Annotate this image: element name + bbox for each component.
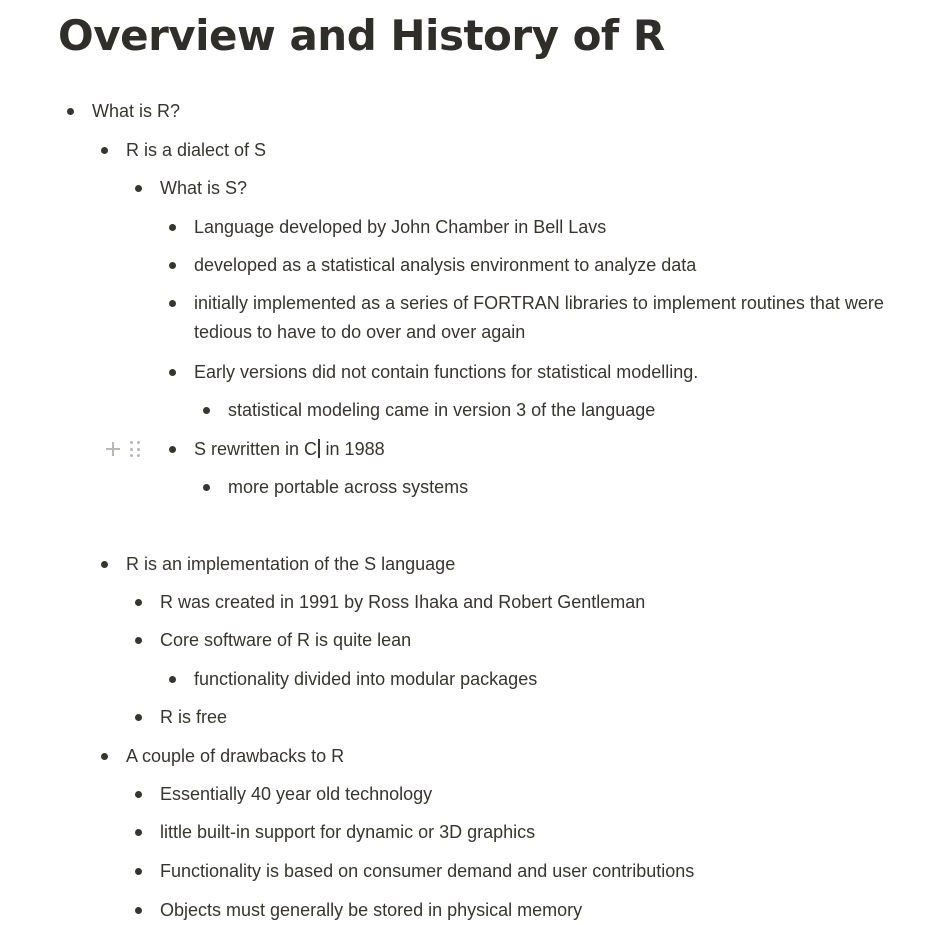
list-item-text[interactable]: A couple of drawbacks to R [126, 746, 345, 766]
list-item-text[interactable]: developed as a statistical analysis environment to analyze data [194, 255, 697, 275]
bullet-icon [101, 753, 108, 760]
bullet-icon [135, 791, 142, 798]
drag-handle-icon[interactable] [130, 441, 140, 457]
list-item[interactable] [126, 742, 912, 771]
list-item-text[interactable]: Language developed by John Chamber in Bell Lavs [194, 217, 607, 237]
bullet-icon [67, 108, 74, 115]
text-caret [318, 439, 320, 458]
bullet-icon [135, 599, 142, 606]
list-item[interactable] [126, 550, 912, 579]
bullet-icon [169, 369, 176, 376]
bullet-icon [169, 446, 176, 453]
bullet-icon [169, 300, 176, 307]
list-item[interactable] [160, 626, 912, 655]
list-item-text[interactable]: Early versions did not contain functions for statistical modelling. [194, 362, 699, 382]
bullet-icon [101, 147, 108, 154]
list-item-text[interactable]: Core software of R is quite lean [160, 630, 412, 650]
plus-icon[interactable] [106, 442, 120, 456]
bullet-icon [135, 185, 142, 192]
list-item-text[interactable]: What is S? [160, 178, 248, 198]
list-item-text-editing[interactable] [194, 435, 912, 464]
bullet-icon [169, 224, 176, 231]
list-item-text[interactable]: statistical modeling came in version 3 of the language [228, 400, 656, 420]
list-item-text[interactable]: Objects must generally be stored in physical memory [160, 900, 583, 920]
block-handle [106, 435, 140, 463]
list-item-text[interactable]: Functionality is based on consumer demand and user contributions [160, 861, 695, 881]
list-item-text[interactable]: more portable across systems [228, 477, 469, 497]
list-item[interactable] [92, 97, 912, 126]
list-item[interactable] [160, 896, 912, 925]
list-item[interactable] [160, 780, 912, 809]
list-item[interactable] [126, 136, 912, 165]
list-item-text[interactable]: R is an implementation of the S language [126, 554, 456, 574]
list-item-text[interactable]: Essentially 40 year old technology [160, 784, 433, 804]
bullet-icon [203, 407, 210, 414]
list-item[interactable] [194, 213, 912, 242]
list-item-text[interactable]: R was created in 1991 by Ross Ihaka and Robert Gentleman [160, 592, 646, 612]
list-item-focused[interactable] [194, 435, 912, 464]
list-item-text[interactable]: little built-in support for dynamic or 3D graphics [160, 822, 536, 842]
bullet-icon [203, 484, 210, 491]
list-item-text[interactable]: R is a dialect of S [126, 140, 267, 160]
page-title: Overview and History of R [58, 11, 665, 60]
list-item-text[interactable]: R is free [160, 707, 228, 727]
list-item[interactable] [194, 358, 912, 387]
bullet-icon [169, 676, 176, 683]
bullet-icon [135, 907, 142, 914]
bullet-icon [135, 714, 142, 721]
list-item[interactable] [160, 818, 912, 847]
list-item[interactable] [160, 703, 912, 732]
list-item[interactable] [160, 857, 912, 886]
list-item[interactable] [194, 251, 912, 280]
bullet-icon [135, 637, 142, 644]
list-item[interactable] [194, 289, 912, 346]
list-item[interactable] [160, 588, 912, 617]
list-item[interactable] [194, 665, 912, 694]
bullet-icon [135, 868, 142, 875]
list-item-text[interactable]: functionality divided into modular packages [194, 669, 538, 689]
bullet-icon [135, 829, 142, 836]
list-item-text[interactable]: What is R? [92, 101, 181, 121]
text-before-caret: S rewritten in C [194, 439, 318, 459]
list-item[interactable] [228, 396, 912, 425]
list-item-text[interactable]: initially implemented as a series of FORTRAN libraries to implement routines that were tedious to have to do over and over again [194, 293, 884, 342]
text-after-caret: in 1988 [320, 439, 385, 459]
list-item[interactable] [160, 174, 912, 203]
bullet-icon [169, 262, 176, 269]
list-item[interactable] [228, 473, 912, 502]
bullet-icon [101, 561, 108, 568]
